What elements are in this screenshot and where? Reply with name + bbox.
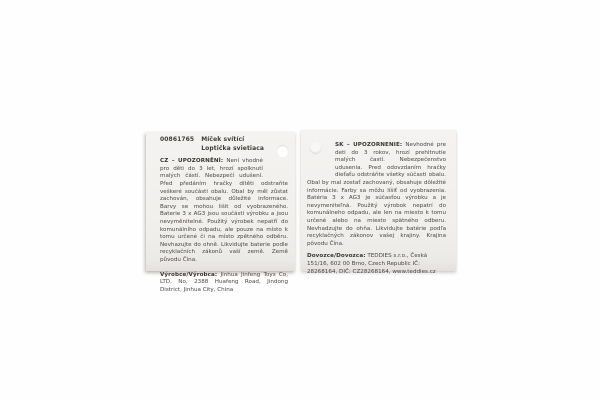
label-card-cz — [146, 132, 295, 293]
product-title-sk: Loptička svietiaca — [201, 144, 265, 152]
product-header — [160, 136, 288, 153]
manufacturer-paragraph — [160, 272, 288, 295]
product-title-cz: Míček svítící — [201, 136, 245, 143]
cz-warning-paragraph — [160, 158, 288, 264]
importer-label: Dovozce/Dovozca: — [307, 253, 366, 260]
importer-text: TEDDIES s.r.o., Česká 151/16, 602 00 Brno, Czech Republic IČ: 28268164, DIČ: CZ28268164, www.teddies.cz — [307, 253, 436, 275]
item-number: 00861765 — [160, 136, 195, 143]
punch-hole-icon — [277, 145, 288, 156]
product-titles — [201, 136, 264, 153]
hole-text-wrap-spacer — [263, 158, 288, 174]
importer-paragraph — [307, 253, 446, 276]
sk-warning-paragraph — [307, 142, 446, 248]
punch-hole-dimple-icon — [310, 142, 321, 153]
label-card-sk — [301, 130, 456, 275]
sk-warning-label: SK – UPOZORNENIE: — [335, 142, 403, 148]
cz-warning-text: Není vhodné pro děti do 3 let, hrozí spolknutí malých částí. Nebezpečí udušení. Před předáním hračky dítěti odstraňte veškeré součásti obalu. Obal by měl zůstat zachován, obsahuje důležité informace. Barvy se mohou lišit od vyobrazeného. Baterie 3 x AG3 jsou součástí výrobku a jsou nevyměnitelné. Použitý výrobek nepatří do komunálního odpadu, ale pouze na místo k tomu určené či na místo zpětného odběru. Nevhazujte do ohně. Likvidujte baterie podle recyklačních zákonů vaší země. Země původu Čína. — [160, 158, 288, 263]
manufacturer-label: Výrobce/Výrobca: — [160, 271, 218, 278]
sk-warning-text: Nevhodné pre deti do 3 rokov, hrozí prehltnutie malých častí. Nebezpečenstvo udusenia. Pred odovzdaním hračky dieťaťu odstráňte všetky súčasti obalu. Obal by mal zostať zachovaný, obsahuje dôležité informácie. Farby sa môžu líšiť od vyobrazenia. Batéria 3 x AG3 je súčasťou výrobku a je nevymeniteľná. Použitý výrobok nepatrí do komunálneho odpadu, ale len na miesto k tomu určené alebo na miesto spätného odberu. Nevhadzujte do ohňa. Likvidujte batérie podľa recyklačných zákonov vašej krajiny. Krajina pôvodu Čína. — [307, 142, 447, 247]
manufacturer-text: Jinhua Jinfeng Toys Co, LTD, No, 2388 Huafeng Road, Jindong District, Jinhua City, China — [160, 271, 289, 293]
cz-warning-label: CZ – UPOZORNĚNÍ: — [160, 158, 224, 165]
